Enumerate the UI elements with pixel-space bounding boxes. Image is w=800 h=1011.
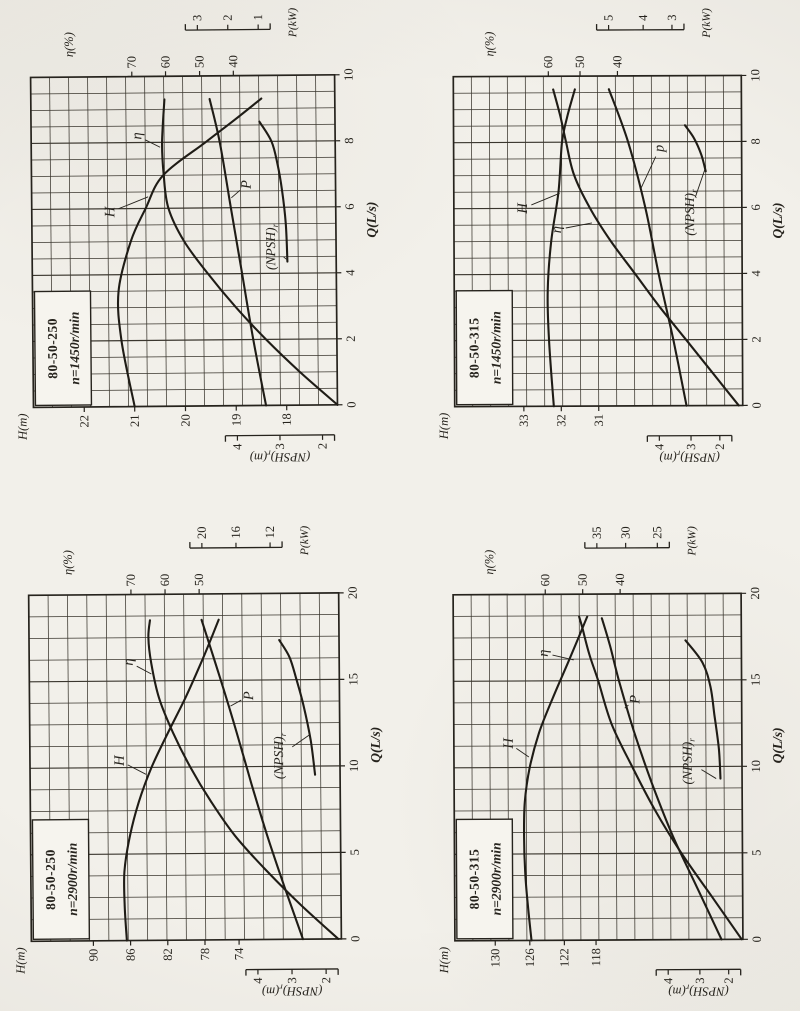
h-axis-tick-label: 86 — [123, 948, 138, 962]
p-axis-tick-label: 16 — [228, 526, 243, 539]
q-axis-tick-label: 6 — [748, 204, 763, 211]
efficiency-curve — [162, 98, 338, 406]
p-axis-tick-label: 1 — [251, 14, 266, 21]
pump-model-label: 80-50-250 — [44, 317, 61, 379]
p-axis-title: P(kW) — [700, 8, 714, 38]
curve-label-p: p — [651, 144, 668, 153]
power-curve — [210, 99, 266, 406]
pump-speed-label: n=1450r/min — [488, 311, 504, 385]
curve-label-leader — [531, 193, 559, 205]
npsh-axis-tick-label: 3 — [692, 977, 707, 984]
chart-80-50-250-2900rpm — [4, 524, 394, 1006]
q-axis-tick-label: 5 — [347, 849, 362, 856]
h-axis-title: H(m) — [436, 412, 451, 440]
q-axis-tick-label: 0 — [749, 936, 764, 943]
p-axis-title: P(kW) — [686, 526, 699, 556]
h-axis-tick-label: 82 — [160, 948, 175, 961]
h-axis-tick-label: 31 — [591, 414, 606, 427]
q-axis-tick-label: 8 — [342, 137, 357, 144]
npsh-axis-title: $(NPSH)_r(m)$ — [659, 448, 720, 465]
q-axis-tick-label: 10 — [346, 759, 362, 773]
npsh-axis-title: $(NPSH)_r(m)$ — [668, 982, 729, 999]
eta-axis-title: η(%) — [482, 549, 497, 575]
p-axis-tick-label: 30 — [618, 526, 633, 539]
npsh-axis-tick-label: 4 — [230, 443, 245, 450]
curve-label-npsh: $(NPSH)_r$ — [262, 223, 280, 271]
pump-curve-svg-80-50-250-1450rpm — [4, 6, 392, 469]
p-axis-title: P(kW) — [286, 7, 300, 38]
head-curve — [523, 617, 589, 941]
q-axis-tick-label: 6 — [342, 203, 357, 210]
power-curve — [609, 89, 687, 406]
curve-label-η: η — [120, 658, 137, 666]
h-axis-tick-label: 18 — [279, 413, 294, 426]
h-axis-tick-label: 21 — [127, 414, 142, 428]
h-axis-tick-label: 78 — [198, 947, 213, 961]
curves — [523, 616, 742, 941]
h-axis-title: H(m) — [13, 947, 28, 974]
h-axis-tick-label: 22 — [77, 414, 92, 428]
p-axis-tick-label: 2 — [220, 14, 235, 21]
eta-axis-tick-label: 70 — [124, 56, 139, 69]
efficiency-curve — [553, 89, 739, 407]
chart-canvas-80-50-250-2900rpm — [2, 522, 396, 1007]
q-axis-tick-label: 15 — [748, 673, 763, 687]
curves — [116, 98, 337, 407]
q-axis-tick-label: 20 — [748, 586, 763, 600]
pump-model-label: 80-50-250 — [42, 849, 59, 910]
p-axis-tick-label: 3 — [664, 14, 679, 21]
pump-curve-svg-80-50-250-2900rpm — [2, 522, 396, 1007]
p-axis-tick-label: 3 — [190, 14, 205, 22]
curve-label-η: η — [548, 226, 565, 234]
curve-label-H: H — [102, 206, 119, 218]
h-axis-tick-label: 74 — [232, 947, 247, 961]
pump-speed-label: n=1450r/min — [66, 311, 83, 385]
title-box — [456, 819, 513, 939]
chart-canvas-80-50-315-1450rpm — [427, 7, 797, 469]
q-axis-tick-label: 8 — [748, 138, 763, 145]
p-axis-tick-label: 35 — [589, 526, 604, 540]
curve-label-H: H — [500, 738, 517, 749]
q-axis-tick-label: 5 — [749, 849, 764, 856]
h-axis-title: H(m) — [15, 413, 30, 440]
q-axis-tick-label: 15 — [346, 672, 361, 686]
q-axis-tick-label: 2 — [749, 336, 764, 343]
curves — [122, 619, 338, 941]
curve-label-leader — [230, 700, 241, 706]
h-axis-title: H(m) — [436, 946, 452, 974]
q-axis-tick-label: 20 — [345, 586, 360, 600]
p-axis-tick-label: 25 — [650, 526, 665, 539]
eta-axis-title: η(%) — [482, 31, 497, 57]
q-axis-title: Q(L/s) — [367, 726, 383, 763]
chart-canvas-80-50-250-1450rpm — [4, 6, 392, 469]
q-axis-tick-label: 0 — [344, 401, 359, 408]
curve-label-leader — [284, 257, 287, 259]
efficiency-curve — [579, 616, 742, 940]
chart-canvas-80-50-315-2900rpm — [427, 523, 798, 1007]
q-axis-title: Q(L/s) — [769, 202, 786, 239]
pump-curve-svg-80-50-315-2900rpm — [427, 523, 798, 1007]
curve-label-H: H — [111, 755, 128, 767]
curve-label-P: P — [627, 694, 644, 704]
h-axis-tick-label: 19 — [229, 413, 244, 427]
eta-axis-tick-label: 40 — [610, 55, 625, 69]
npsh-axis-tick-label: 2 — [315, 442, 330, 450]
pump-model-label: 80-50-315 — [466, 317, 482, 379]
eta-axis-tick-label: 40 — [226, 55, 241, 68]
q-axis-tick-label: 4 — [343, 269, 358, 276]
title-box — [34, 291, 91, 405]
npsh-axis-title: $(NPSH)_r(m)$ — [261, 982, 323, 999]
curve-label-leader — [516, 748, 529, 757]
curve-label-npsh: $(NPSH)_r$ — [679, 738, 697, 785]
chart-80-50-315-1450rpm — [428, 8, 796, 468]
chart-80-50-315-2900rpm — [428, 524, 796, 1006]
curve-label-npsh: $(NPSH)_r$ — [682, 189, 700, 236]
h-axis-tick-label: 20 — [178, 414, 193, 427]
eta-axis-tick-label: 50 — [191, 573, 207, 587]
q-axis-tick-label: 2 — [343, 335, 358, 342]
eta-axis-title: η(%) — [60, 550, 75, 576]
eta-axis-tick-label: 60 — [541, 55, 556, 69]
h-axis-tick-label: 122 — [557, 948, 572, 968]
npsh-axis-tick-label: 3 — [272, 443, 288, 450]
h-axis-tick-label: 32 — [554, 414, 569, 427]
curve-label-leader — [137, 666, 152, 674]
npsh-axis-tick-label: 2 — [712, 443, 727, 450]
curve-label-leader — [145, 140, 160, 148]
eta-axis-tick-label: 50 — [575, 573, 590, 587]
q-axis-tick-label: 10 — [748, 759, 764, 773]
h-axis-tick-label: 118 — [589, 948, 604, 967]
eta-axis-tick-label: 60 — [158, 55, 173, 69]
curve-label-H: H — [514, 203, 531, 214]
pump-speed-label: n=2900r/min — [64, 842, 81, 916]
eta-axis-tick-label: 50 — [572, 55, 587, 69]
h-axis-tick-label: 126 — [522, 948, 537, 968]
h-axis-tick-label: 33 — [516, 414, 531, 427]
q-axis-tick-label: 0 — [749, 402, 764, 409]
curve-label-leader — [701, 770, 716, 779]
eta-axis-tick-label: 70 — [123, 573, 138, 587]
npsh-axis-tick-label: 4 — [652, 443, 667, 451]
curves — [547, 89, 739, 407]
npsh-axis-tick-label: 2 — [319, 976, 334, 984]
curve-label-η: η — [535, 649, 552, 657]
curve-label-leader — [128, 765, 146, 775]
q-axis-tick-label: 4 — [749, 270, 764, 277]
curve-label-P: P — [241, 691, 258, 701]
curve-label-leader — [566, 223, 592, 228]
h-axis-tick-label: 130 — [488, 948, 503, 968]
pump-speed-label: n=2900r/min — [488, 842, 504, 916]
p-axis-tick-label: 20 — [194, 526, 209, 540]
q-axis-title: Q(L/s) — [769, 727, 785, 764]
title-box — [456, 291, 512, 405]
q-axis-title: Q(L/s) — [363, 201, 380, 238]
h-axis-tick-label: 90 — [86, 948, 101, 962]
pump-model-label: 80-50-315 — [466, 848, 482, 910]
chart-80-50-250-1450rpm — [6, 8, 390, 468]
p-axis-tick-label: 5 — [601, 14, 616, 22]
pump-curve-svg-80-50-315-1450rpm — [427, 7, 797, 469]
p-axis-title: P(kW) — [298, 525, 312, 556]
eta-axis-title: η(%) — [61, 32, 77, 58]
npsh-axis-tick-label: 3 — [285, 977, 300, 984]
curve-label-leader — [641, 157, 656, 189]
p-axis-tick-label: 4 — [636, 14, 651, 21]
eta-axis-tick-label: 40 — [612, 573, 628, 586]
curve-label-P: P — [238, 179, 255, 189]
q-axis-tick-label: 10 — [341, 68, 356, 81]
curve-label-η: η — [129, 132, 146, 140]
npsh-axis-title: $(NPSH)_r(m)$ — [249, 448, 311, 465]
q-axis-tick-label: 10 — [748, 69, 763, 82]
p-axis-tick-label: 12 — [262, 525, 278, 539]
curve-label-npsh: $(NPSH)_r$ — [270, 732, 288, 780]
eta-axis-tick-label: 50 — [192, 55, 207, 69]
npsh-axis-tick-label: 3 — [684, 443, 699, 450]
eta-axis-tick-label: 60 — [157, 573, 172, 587]
npsh-axis-tick-label: 4 — [661, 977, 676, 984]
q-axis-tick-label: 0 — [348, 935, 363, 942]
eta-axis-tick-label: 60 — [538, 573, 553, 587]
npsh-axis-tick-label: 4 — [250, 977, 266, 984]
npsh-axis-tick-label: 2 — [721, 977, 736, 984]
head-curve — [122, 620, 221, 941]
title-box — [32, 819, 89, 939]
curve-label-leader — [119, 197, 149, 209]
